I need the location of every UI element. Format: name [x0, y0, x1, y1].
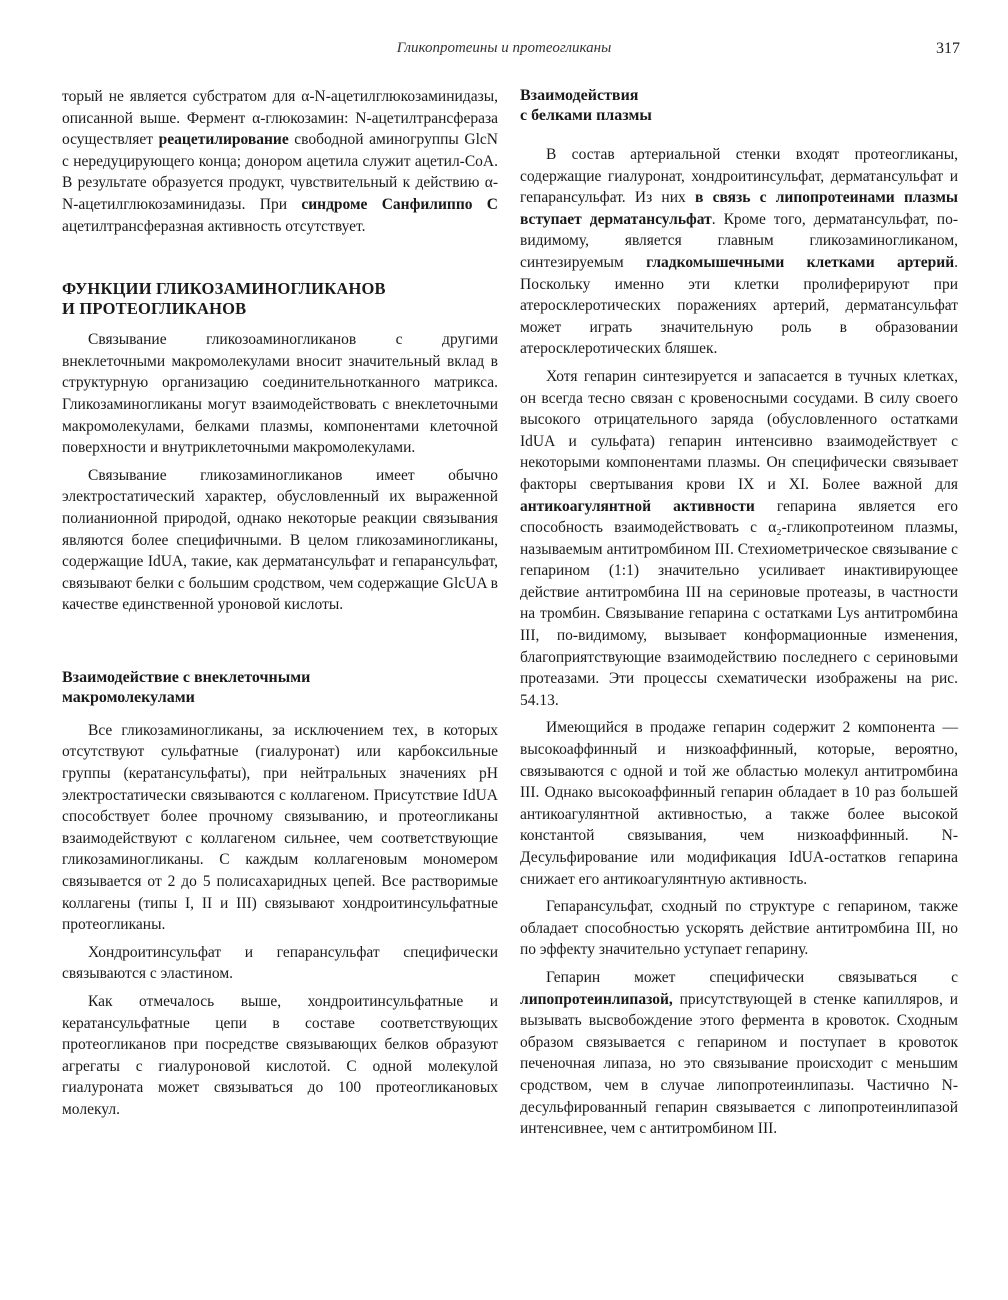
paragraph-arterial-wall: В состав артериальной стенки входят протеогликаны, содержащие гиалуронат, хондроитинсульфат, дерматансульфат и гепарансульфат. Из них в связь с липопротеинами плазмы вступает дерматансульфат. Кроме того, дерматансульфат, по-видимому, является главным гликозаминогликаном, синтезируемым гладкомышечными клетками артерий. Поскольку именно эти клетки пролиферируют при атеросклеротических поражениях артерий, дерматансульфат может играть значительную роль в образовании атеросклеротических бляшек. [520, 146, 959, 358]
paragraph-collagen: Все гликозаминогликаны, за исключением тех, в которых отсутствуют сульфатные (гиалуронат) или карбоксильные группы (кератансульфаты), при нейтральных значениях pH электростатически связываются с коллагеном. Присутствие IdUA способствует более прочному связыванию, и протеогликаны взаимодействуют с коллагеном сильнее, чем соответствующие гликозаминогликаны. С каждым коллагеновым мономером связывается от 2 до 5 полисахаридных цепей. Все растворимые коллагены (типы I, II и III) связывают хондроитинсульфатные протеогликаны. [62, 721, 498, 934]
paragraph-elastin: Хондроитинсульфат и гепарансульфат специфически связываются с эластином. [62, 943, 498, 983]
paragraph-heparin-antithrombin: Хотя гепарин синтезируется и запасается в тучных клетках, он всегда тесно связан с кровеносными сосудами. В силу своего высокого отрицательного заряда (обусловленного остатками IdUA и сульфата) гепарин интенсивно взаимодействует с некоторыми компонентами плазмы. Он специфически связывает факторы свертывания крови IX и XI. Более важной для антикоагулянтной активности гепарина является его способность взаимодействовать с α₂-гликопротеином плазмы, называемым антитромбином III. Стехиометрическое связывание с гепарином (1:1) значительно усиливает инактивирующее действие антитромбина III на сериновые протеазы, в частности на тромбин. Связывание гепарина с остатками Lys антитромбина III, по-видимому, вызывает конформационные изменения, благоприятствующие взаимодействию последнего с сериновыми протеазами. Эти процессы схематически изображены на рис. 54.13. [520, 367, 958, 709]
page-number: 317 [936, 40, 960, 57]
subsection-heading-plasma: Взаимодействия с белками плазмы [520, 87, 652, 124]
paragraph-lipoprotein-lipase: Гепарин может специфически связываться с липопротеинлипазой, присутствующей в стенке капилляров, и вызывать высвобождение этого фермента в кровоток. Сходным образом связывается с гепарином и поступает в кровоток печеночная липаза, но это связывание происходит с меньшим сродством, чем в случае липопротеинлипазы. Частично N-десульфированный гепарин связывается с липопротеинлипазой интенсивнее, чем с антитромбином III. [520, 968, 958, 1138]
subsection-heading-extracellular: Взаимодействие с внеклеточными макромолекулами [62, 668, 311, 706]
paragraph-heparin-affinity: Имеющийся в продаже гепарин содержит 2 компонента — высокоаффинный и низкоаффинный, которые, вероятно, связываются с одной и той же областью молекул антитромбина III. Однако высокоаффинный гепарин обладает в 10 раз большей антикоагулянтной активностью, а также более высокой константой связывания, чем низкоаффинный. N-Десульфирование или модификация IdUA-остатков гепарина снижает его антикоагулянтную активность. [520, 719, 958, 888]
paragraph-aggregates: Как отмечалось выше, хондроитинсульфатные и кератансульфатные цепи в составе соответствующих протеогликанов при посредстве связывающих белков образуют агрегаты с гиалуроновой кислотой. С одной молекулой гиалуроната может связываться до 100 протеогликановых молекул. [62, 993, 498, 1118]
section-heading-functions: ФУНКЦИИ ГЛИКОЗАМИНОГЛИКАНОВ И ПРОТЕОГЛИКАНОВ [62, 279, 386, 319]
paragraph-functions-1: Связывание гликозоаминогликанов с другими внеклеточными макромолекулами вносит значительный вклад в структурную организацию соединительнотканного матрикса. Гликозаминогликаны могут взаимодействовать с внеклеточными макромолекулами, белками плазмы, компонентами клеточной поверхности и внутриклеточными макромолекулами. [62, 331, 498, 457]
paragraph-intro: торый не является субстратом для α-N-ацетилглюкозаминидазы, описанной выше. Фермент α-глюкозамин: N-ацетилтрансфераза осуществляет реацетилирование свободной аминогруппы GlcN с нередуцирующего конца; донором ацетила служит ацетил-CoA. В результате образуется продукт, чувствительный к действию α-N-ацетилглюкозаминидазы. При синдроме Санфилиппо С ацетилтрансферазная активность отсутствует. [62, 88, 499, 235]
paragraph-functions-2: Связывание гликозаминогликанов имеет обычно электростатический характер, обусловленный их выраженной полианионной природой, однако некоторые реакции связывания являются более специфичными. В целом гликозаминогликаны, содержащие IdUA, такие, как дерматансульфат и гепарансульфат, связывают белки с большим сродством, чем содержащие GlcUA в качестве единственной уроновой кислоты. [62, 466, 498, 614]
paragraph-heparan-sulfate: Гепарансульфат, сходный по структуре с гепарином, также обладает способностью ускорять действие антитромбина III, но по эффекту значительно уступает гепарину. [520, 898, 958, 959]
right-column [520, 86, 958, 1140]
running-title: Гликопротеины и протеогликаны [396, 40, 612, 56]
left-column [62, 86, 498, 1121]
